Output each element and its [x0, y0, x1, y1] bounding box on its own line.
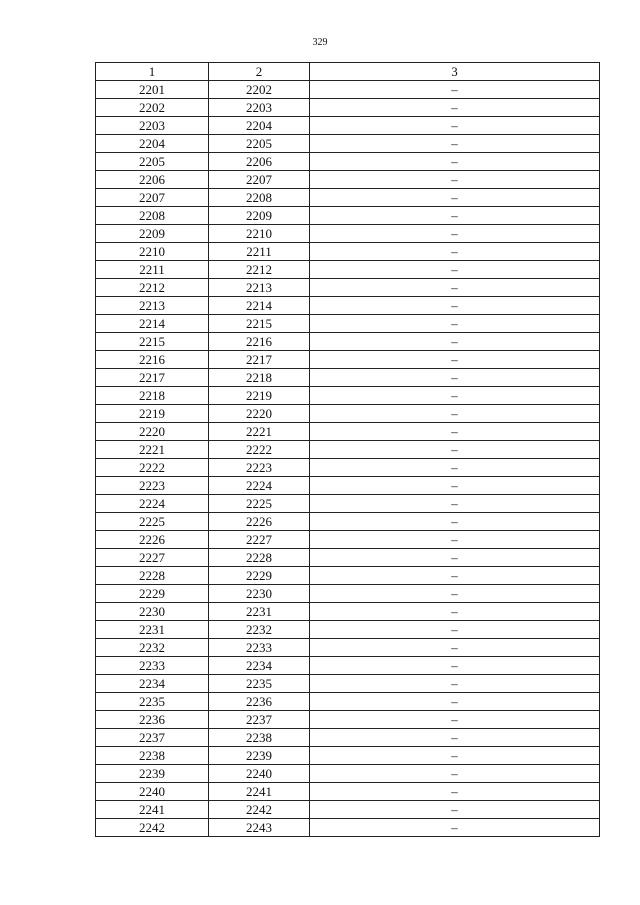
table-row [96, 405, 600, 423]
table-row [96, 117, 600, 135]
table-cell-col-1: 2215 [96, 333, 209, 351]
table-row [96, 549, 600, 567]
table-row [96, 603, 600, 621]
table-cell-col-1: 2212 [96, 279, 209, 297]
table-cell-col-3: – [310, 801, 600, 819]
table-row [96, 423, 600, 441]
table-cell-col-2: 2243 [209, 819, 310, 837]
table-cell-col-1: 2217 [96, 369, 209, 387]
table-cell-col-1: 2201 [96, 81, 209, 99]
table-cell-col-1: 2218 [96, 387, 209, 405]
data-table [95, 62, 600, 837]
table-row [96, 333, 600, 351]
table-cell-col-2: 2209 [209, 207, 310, 225]
table-row [96, 693, 600, 711]
table-cell-col-2: 2222 [209, 441, 310, 459]
table-cell-col-2: 2204 [209, 117, 310, 135]
table-cell-col-1: 2227 [96, 549, 209, 567]
table-cell-col-2: 2221 [209, 423, 310, 441]
table-cell-col-2: 2218 [209, 369, 310, 387]
table-cell-col-1: 2240 [96, 783, 209, 801]
table-cell-col-1: 2224 [96, 495, 209, 513]
table-cell-col-3: – [310, 423, 600, 441]
table-cell-col-2: 2241 [209, 783, 310, 801]
table-cell-col-2: 2226 [209, 513, 310, 531]
table-cell-col-3: – [310, 279, 600, 297]
table-row [96, 477, 600, 495]
table-row [96, 801, 600, 819]
table-cell-col-3: – [310, 729, 600, 747]
table-cell-col-3: – [310, 99, 600, 117]
table-row [96, 567, 600, 585]
table-header [96, 63, 600, 81]
table-row [96, 261, 600, 279]
table-row [96, 495, 600, 513]
table-cell-col-3: – [310, 387, 600, 405]
table-cell-col-2: 2240 [209, 765, 310, 783]
table-cell-col-2: 2238 [209, 729, 310, 747]
table-cell-col-3: – [310, 513, 600, 531]
table-row [96, 819, 600, 837]
table-cell-col-1: 2204 [96, 135, 209, 153]
table-row [96, 81, 600, 99]
table-cell-col-2: 2225 [209, 495, 310, 513]
table-cell-col-1: 2207 [96, 189, 209, 207]
table-cell-col-1: 2206 [96, 171, 209, 189]
table-cell-col-3: – [310, 549, 600, 567]
table-row [96, 585, 600, 603]
table-cell-col-1: 2239 [96, 765, 209, 783]
table-row [96, 297, 600, 315]
table-cell-col-1: 2223 [96, 477, 209, 495]
table-cell-col-3: – [310, 459, 600, 477]
table-row [96, 621, 600, 639]
table-cell-col-3: – [310, 189, 600, 207]
table-cell-col-2: 2237 [209, 711, 310, 729]
table-cell-col-1: 2205 [96, 153, 209, 171]
table-cell-col-2: 2207 [209, 171, 310, 189]
table-row [96, 441, 600, 459]
table-cell-col-3: – [310, 351, 600, 369]
table-cell-col-3: – [310, 675, 600, 693]
table-row [96, 729, 600, 747]
table-cell-col-3: – [310, 315, 600, 333]
table-cell-col-3: – [310, 369, 600, 387]
table-cell-col-2: 2219 [209, 387, 310, 405]
table-cell-col-3: – [310, 225, 600, 243]
table-cell-col-2: 2212 [209, 261, 310, 279]
table-cell-col-3: – [310, 531, 600, 549]
table-cell-col-3: – [310, 711, 600, 729]
table-cell-col-1: 2202 [96, 99, 209, 117]
table-cell-col-1: 2230 [96, 603, 209, 621]
table-row [96, 711, 600, 729]
table-row [96, 369, 600, 387]
table-row [96, 531, 600, 549]
table-cell-col-1: 2214 [96, 315, 209, 333]
table-cell-col-3: – [310, 585, 600, 603]
table-cell-col-1: 2208 [96, 207, 209, 225]
table-cell-col-2: 2215 [209, 315, 310, 333]
table-cell-col-2: 2208 [209, 189, 310, 207]
table-cell-col-2: 2227 [209, 531, 310, 549]
table-cell-col-3: – [310, 477, 600, 495]
table-cell-col-1: 2213 [96, 297, 209, 315]
table-cell-col-1: 2237 [96, 729, 209, 747]
table-row [96, 351, 600, 369]
table-cell-col-1: 2234 [96, 675, 209, 693]
table-cell-col-2: 2229 [209, 567, 310, 585]
table-cell-col-1: 2242 [96, 819, 209, 837]
table-cell-col-3: – [310, 261, 600, 279]
page-number: 329 [312, 37, 328, 48]
table-cell-col-3: – [310, 621, 600, 639]
table-cell-col-2: 2233 [209, 639, 310, 657]
table-cell-col-1: 2209 [96, 225, 209, 243]
table-cell-col-2: 2211 [209, 243, 310, 261]
table-cell-col-3: – [310, 567, 600, 585]
table-cell-col-2: 2203 [209, 99, 310, 117]
table-row [96, 315, 600, 333]
table-cell-col-2: 2230 [209, 585, 310, 603]
table-cell-col-3: – [310, 783, 600, 801]
table-row [96, 765, 600, 783]
table-cell-col-1: 2203 [96, 117, 209, 135]
header-row [96, 63, 600, 81]
table-cell-col-3: – [310, 117, 600, 135]
table-cell-col-2: 2205 [209, 135, 310, 153]
table-row [96, 207, 600, 225]
table-cell-col-3: – [310, 171, 600, 189]
table-cell-col-2: 2210 [209, 225, 310, 243]
table-cell-col-3: – [310, 153, 600, 171]
table-cell-col-1: 2210 [96, 243, 209, 261]
table-cell-col-1: 2220 [96, 423, 209, 441]
table-row [96, 171, 600, 189]
table-cell-col-1: 2241 [96, 801, 209, 819]
table-cell-col-3: – [310, 657, 600, 675]
table-cell-col-1: 2226 [96, 531, 209, 549]
table-cell-col-2: 2234 [209, 657, 310, 675]
table-cell-col-2: 2216 [209, 333, 310, 351]
table-row [96, 639, 600, 657]
table-cell-col-2: 2206 [209, 153, 310, 171]
table-cell-col-2: 2239 [209, 747, 310, 765]
table-row [96, 225, 600, 243]
table-cell-col-3: – [310, 441, 600, 459]
table-row [96, 153, 600, 171]
column-header-1: 1 [96, 63, 209, 81]
column-header-2: 2 [209, 63, 310, 81]
table-cell-col-2: 2220 [209, 405, 310, 423]
table-cell-col-1: 2228 [96, 567, 209, 585]
table-cell-col-1: 2232 [96, 639, 209, 657]
table-cell-col-3: – [310, 747, 600, 765]
table-cell-col-3: – [310, 207, 600, 225]
table-cell-col-1: 2229 [96, 585, 209, 603]
table-cell-col-2: 2242 [209, 801, 310, 819]
table-row [96, 243, 600, 261]
table-cell-col-2: 2228 [209, 549, 310, 567]
table-cell-col-1: 2236 [96, 711, 209, 729]
table-cell-col-1: 2231 [96, 621, 209, 639]
table-row [96, 657, 600, 675]
table-row [96, 459, 600, 477]
table-cell-col-3: – [310, 765, 600, 783]
table-cell-col-2: 2223 [209, 459, 310, 477]
table-cell-col-1: 2238 [96, 747, 209, 765]
table-cell-col-1: 2233 [96, 657, 209, 675]
table-cell-col-1: 2221 [96, 441, 209, 459]
table-body [96, 81, 600, 837]
table-cell-col-3: – [310, 243, 600, 261]
table-cell-col-1: 2211 [96, 261, 209, 279]
table-cell-col-2: 2235 [209, 675, 310, 693]
table-cell-col-2: 2232 [209, 621, 310, 639]
table-row [96, 675, 600, 693]
table-cell-col-3: – [310, 603, 600, 621]
table-row [96, 747, 600, 765]
table-row [96, 189, 600, 207]
table-cell-col-1: 2235 [96, 693, 209, 711]
table-cell-col-1: 2219 [96, 405, 209, 423]
table-cell-col-1: 2216 [96, 351, 209, 369]
table-cell-col-2: 2202 [209, 81, 310, 99]
table-row [96, 135, 600, 153]
table-cell-col-3: – [310, 693, 600, 711]
table-cell-col-3: – [310, 135, 600, 153]
table-cell-col-3: – [310, 333, 600, 351]
table-row [96, 783, 600, 801]
table-cell-col-2: 2236 [209, 693, 310, 711]
table-cell-col-2: 2224 [209, 477, 310, 495]
table-cell-col-3: – [310, 639, 600, 657]
table-cell-col-3: – [310, 81, 600, 99]
table-cell-col-2: 2214 [209, 297, 310, 315]
table-cell-col-2: 2231 [209, 603, 310, 621]
table-cell-col-2: 2213 [209, 279, 310, 297]
table-row [96, 513, 600, 531]
table-row [96, 99, 600, 117]
table-cell-col-1: 2225 [96, 513, 209, 531]
table-cell-col-3: – [310, 819, 600, 837]
table-cell-col-3: – [310, 495, 600, 513]
table-row [96, 387, 600, 405]
table-cell-col-3: – [310, 405, 600, 423]
column-header-3: 3 [310, 63, 600, 81]
table-cell-col-1: 2222 [96, 459, 209, 477]
table-row [96, 279, 600, 297]
table-cell-col-2: 2217 [209, 351, 310, 369]
table-cell-col-3: – [310, 297, 600, 315]
